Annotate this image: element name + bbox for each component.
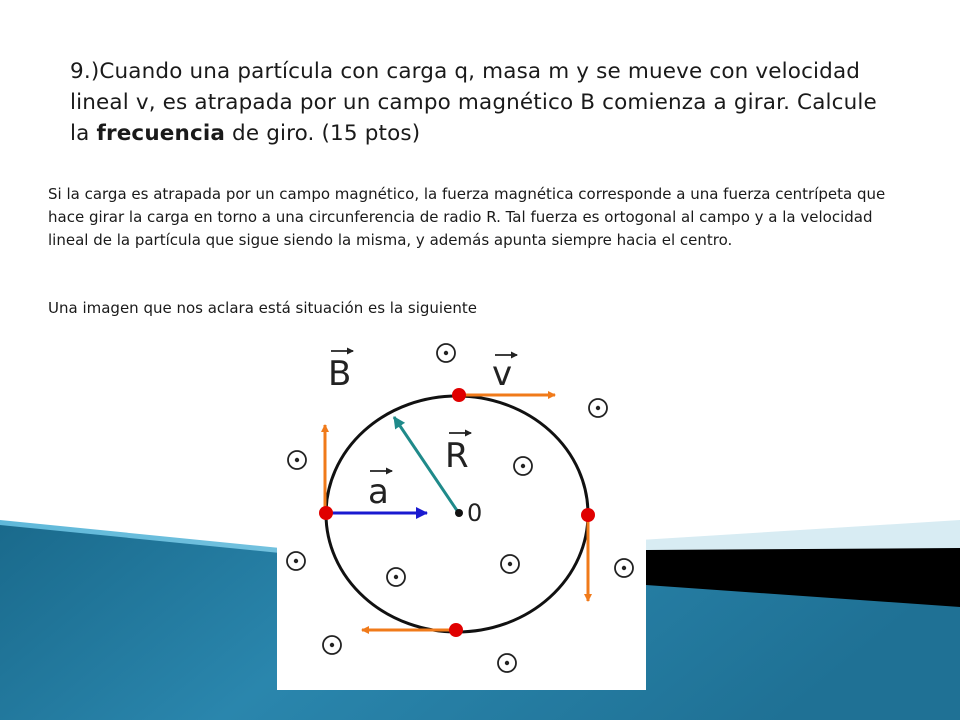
- magnetic-motion-diagram: [277, 333, 646, 690]
- decor-pale-strip: [640, 520, 960, 552]
- charge-dot-icon: [581, 508, 595, 522]
- field-out-of-page-icon: [514, 457, 532, 475]
- center-point: [455, 509, 463, 517]
- question-text-end: de giro. (15 ptos): [225, 121, 421, 146]
- field-out-of-page-icon: [387, 568, 405, 586]
- radius-label: R: [445, 436, 469, 476]
- field-out-of-page-icon: [288, 451, 306, 469]
- field-out-of-page-icon: [437, 344, 455, 362]
- field-out-of-page-icon: [589, 399, 607, 417]
- charge-dot-icon: [452, 388, 466, 402]
- acceleration-label: a: [368, 472, 389, 512]
- center-label: 0: [467, 499, 483, 527]
- charge-dot-icon: [319, 506, 333, 520]
- field-out-of-page-icon: [615, 559, 633, 577]
- question-title: [70, 56, 890, 149]
- field-out-of-page-icon: [498, 654, 516, 672]
- velocity-label: v: [492, 354, 513, 394]
- explanation-paragraph: Si la carga es atrapada por un campo magnético, la fuerza magnética corresponde a una fuerza centrípeta que hace girar la carga en torno a una circunferencia de radio R. Tal fuerza es ortogonal al campo y a la velocidad lineal de la partícula que sigue siendo la misma, y además apunta siempre hacia el centro.: [48, 185, 886, 249]
- question-emphasis-word: frecuencia: [96, 121, 226, 146]
- charge-dot-icon: [449, 623, 463, 637]
- question-text-start: 9.)Cuando una partícula con carga q, masa m y se mueve con velocidad lineal v, es atrapada por un campo magnético B comienza a girar. Calcule la: [70, 59, 877, 146]
- diagram-canvas: [277, 333, 646, 690]
- image-intro-paragraph: Una imagen que nos aclara está situación es la siguiente: [48, 299, 477, 317]
- field-out-of-page-icon: [287, 552, 305, 570]
- field-out-of-page-icon: [323, 636, 341, 654]
- field-label: B: [328, 354, 352, 394]
- field-out-of-page-icon: [501, 555, 519, 573]
